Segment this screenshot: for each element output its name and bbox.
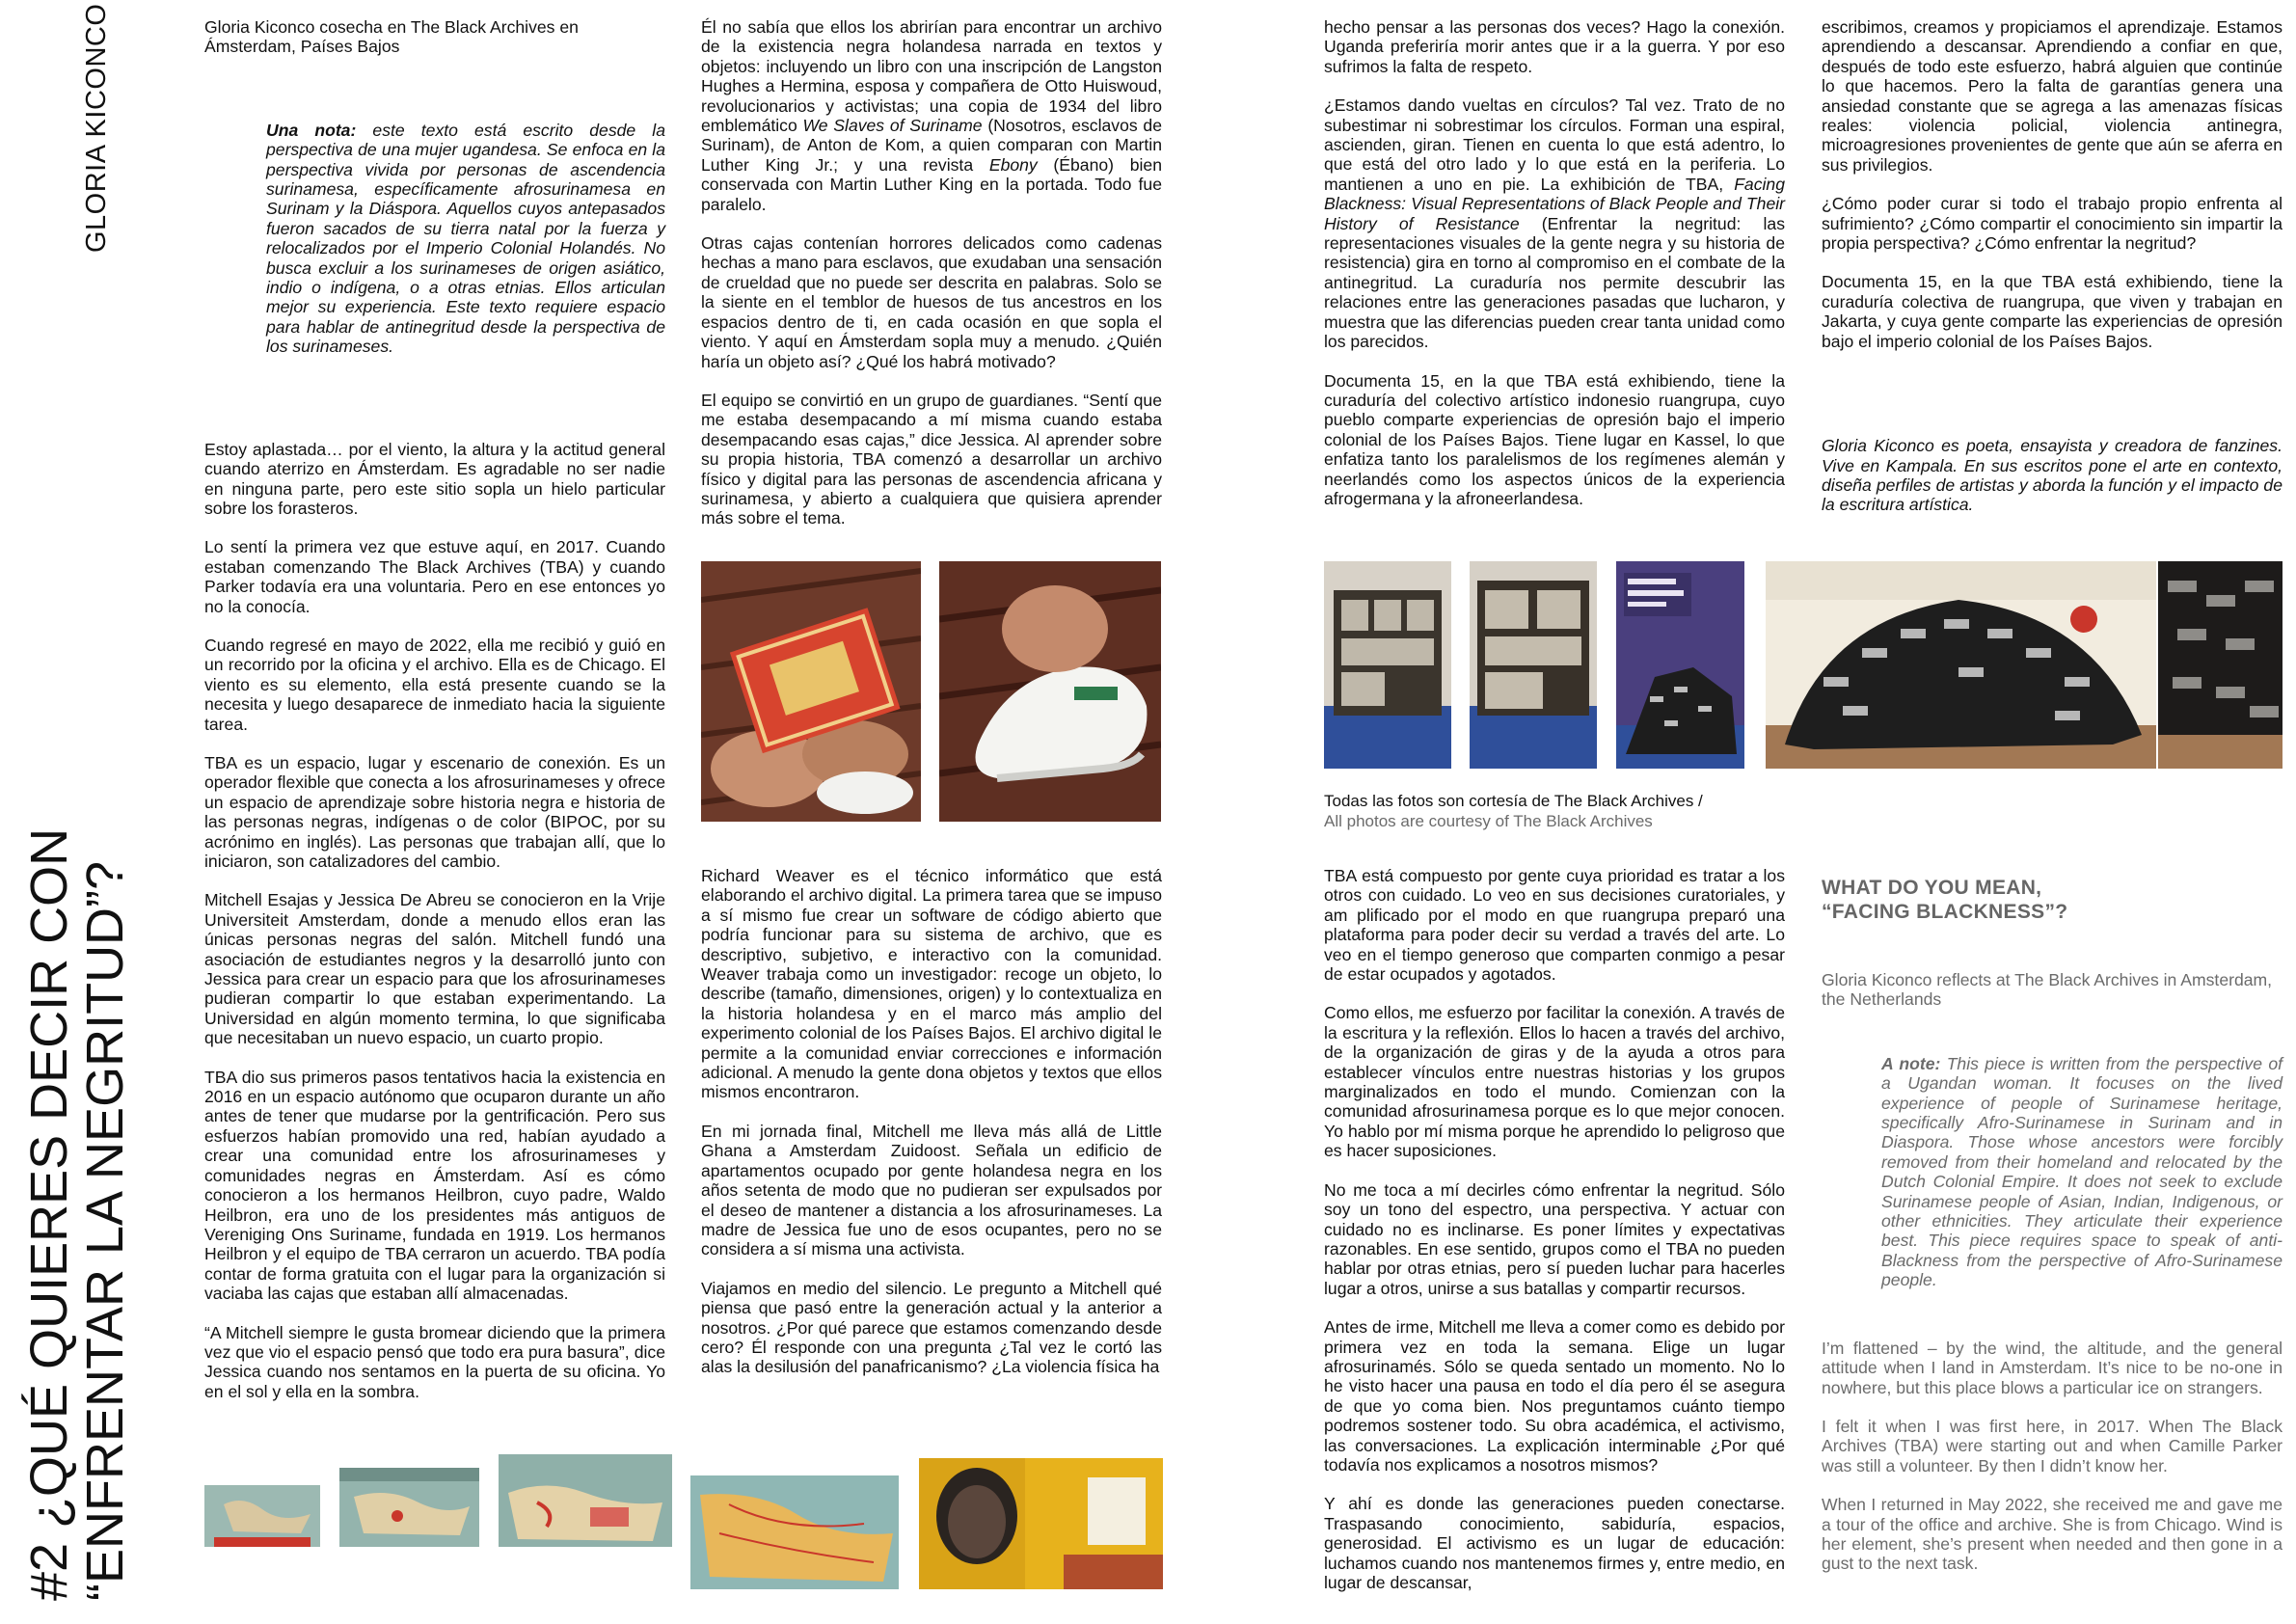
- paragraph: Documenta 15, en la que TBA está exhibiendo, tiene la curaduría colectiva de ruangrupa, que viven y trabajan en Jakarta, y cuya gente comparte las experiencias de opresión bajo el imperio colonial de los Países Bajos.: [1822, 272, 2282, 351]
- vertical-titles: [0, 0, 203, 1624]
- photo-exhibit-4: [1766, 561, 2156, 769]
- photo-map-2: [339, 1468, 479, 1547]
- author-bio: Gloria Kiconco es poeta, ensayista y creadora de fanzines. Vive en Kampala. En sus escritos pone el arte en contexto, diseña perfiles de artistas y aborda la función y el impacto de la escritura artística.: [1822, 436, 2282, 515]
- paragraph: Cuando regresé en mayo de 2022, ella me recibió y guió en un recorrido por la oficina y el archivo. Ella es de Chicago. El viento es su elemento, ella está presente cuando se la necesita y luego desaparece de inmediato hacia la siguiente tarea.: [204, 635, 665, 734]
- note-label: Una nota:: [266, 120, 357, 140]
- paragraph: Como ellos, me esfuerzo por facilitar la conexión. A través de la escritura y la reflexión. Ellos lo hacen a través del archivo, de la organización de giras y de la ayuda a otros para establecer vínculos entre nuestras historias y los grupos marginalizados en todo el mundo. Comienzan con la comunidad afrosurinamesa porque es lo que mejor conocen. Yo hablo por mí misma porque he aprendido lo peligroso que es hacer suposiciones.: [1324, 1003, 1785, 1161]
- note-en-body: This piece is written from the perspective of a Ugandan woman. It focuses on the lived experience of people of Surinamese heritage, specifically Afro-Surinamese in Surinam and in Diaspora. Those whose ancestors were forcibly removed from their homeland and relocated by the Dutch Colonial Empire. It does not seek to exclude Surinamese people of Asian, Indian, Indigenous, or other ethnicities. They articulate their experience best. This piece requires space to speak of anti-Blackness from the perspective of Afro-Surinamese people.: [1881, 1053, 2283, 1290]
- paragraph: Viajamos en medio del silencio. Le pregunto a Mitchell qué piensa que pasó entre la generación actual y la anterior a nosotros. ¿Por qué parece que estamos comenzando desde cero? Él responde con una pregunta ¿Tal vez le cortó las alas la desilusión del panafricanismo? ¿La violencia física ha: [701, 1278, 1162, 1377]
- paragraph: TBA dio sus primeros pasos tentativos hacia la existencia en 2016 en un espacio autónomo que ocuparon durante un año antes de tener que mudarse por la gentrificación. Pero sus esfuerzos habían promovido una red, habían ayudado a crear una comunidad entre los afrosurinameses y comunidades negras en Ámsterdam. Así es cómo conocieron a los hermanos Heilbron, cuyo padre, Waldo Heilbron, era uno de los presidentes más antiguos de Vereniging Ons Suriname, fundada en 1919. Los hermanos Heilbron y el equipo de TBA cerraron un acuerdo. TBA podía contar de forma gratuita con el lugar para la organización si vaciaba las cajas que estaban allí almacenadas.: [204, 1067, 665, 1304]
- headline-line-1: #2 ¿QUÉ QUIERES DECIR CON: [20, 827, 78, 1601]
- caption-en: All photos are courtesy of The Black Archives: [1324, 812, 1653, 830]
- paragraph: TBA es un espacio, lugar y escenario de conexión. Es un operador flexible que conecta a los afrosurinameses y ofrece un espacio de aprendizaje sobre historia negra e historia de las personas negras, indígenas o de color (BIPOC, por su acrónimo en inglés). Las personas que trabajan allí, que lo iniciaron, son catalizadores del cambio.: [204, 752, 665, 871]
- paragraph: TBA está compuesto por gente cuya prioridad es tratar a los otros con cuidado. Lo veo en sus decisiones curatoriales, y am plificado por el modo en que ruangrupa preparó una plataforma para poder decir su verdad a través del arte. Lo veo en el tiempo generoso que comparten conmigo a pesar de estar ocupados y agotados.: [1324, 866, 1785, 985]
- photo-exhibit-5: [2158, 561, 2282, 769]
- photo-caption: [1324, 791, 1903, 831]
- photo-portrait-wall: [919, 1458, 1163, 1589]
- photo-matchbox: [701, 561, 921, 822]
- paragraph: Otras cajas contenían horrores delicados como cadenas hechas a mano para esclavos, que exudaban una sensación de crueldad que no puede ser descrita en palabras. Solo se la siente en el temblor de huesos de tus ancestros en los espacios dentro de ti, en cada ocasión en que sopla el viento. Y aquí en Ámsterdam sopla muy a menudo. ¿Quién haría un objeto así? ¿Qué los habrá motivado?: [701, 233, 1162, 371]
- intro-line: Gloria Kiconco cosecha en The Black Archives en Ámsterdam, Países Bajos: [204, 17, 579, 57]
- paragraph: Richard Weaver es el técnico informático que está elaborando el archivo digital. La primera tarea que se impuso a sí mismo fue crear un software de código abierto que podría funcionar para su sistema de archivo, que es descriptivo, subjetivo, e interactivo con la comunidad. Weaver trabaja como un investigador: recoge un objeto, lo describe (tamaño, dimensiones, origen) y lo contextualiza en la historia holandesa y en el marco más amplio del experimento colonial de los Países Bajos. El archivo digital le permite a la comunidad enviar correcciones e información adicional. A menudo la gente dona objetos y textos que ellos mismos encontraron.: [701, 866, 1162, 1102]
- note-en: [1881, 1054, 2282, 1290]
- author-vertical: GLORIA KICONCO: [81, 3, 112, 253]
- headline-line-2: “ENFRENTAR LA NEGRITUD”?: [76, 860, 134, 1601]
- paragraph: ¿Cómo poder curar si todo el trabajo propio enfrenta al sufrimiento? ¿Cómo compartir el conocimiento sin impartir la propia perspectiva? ¿Cómo enfrentar la negritud?: [1822, 194, 2282, 254]
- note-en-label: A note:: [1881, 1053, 1941, 1073]
- paragraph: El equipo se convirtió en un grupo de guardianes. “Sentí que me estaba desempacando a mí misma cuando estaba desempacando esas cajas,” dice Jessica. Al aprender sobre su propia historia, TBA comenzó a desarrollar un archivo físico y digital para las personas de ascendencia africana y surinamesa, y abierto a cualquiera que quisiera aprender más sobre el tema.: [701, 390, 1162, 528]
- photo-exhibit-2: [1470, 561, 1597, 769]
- paragraph: I’m flattened – by the wind, the altitude, and the general attitude when I land in Amsterdam. It’s nice to be no-one in nowhere, but this place blows a particular ice on strangers.: [1822, 1338, 2282, 1397]
- english-intro: Gloria Kiconco reflects at The Black Archives in Amsterdam, the Netherlands: [1822, 970, 2273, 1010]
- column-1: [204, 17, 665, 1421]
- column-4-english: [1822, 876, 2282, 1593]
- paragraph: Él no sabía que ellos los abrirían para encontrar un archivo de la existencia negra holandesa narrada en textos y objetos: incluyendo un libro con una inscripción de Langston Hughes a Hermina, esposa y compañera de Otto Huiswoud, revolucionarios y activistas; una copia de 1934 del libro emblemático We Slaves of Suriname (Nosotros, esclavos de Surinam), de Anton de Kom, a quien comparan con Martin Luther King Jr.; y una revista Ebony (Ébano) bien conservada con Martin Luther King en la portada. Todo fue paralelo.: [701, 17, 1163, 214]
- english-title: WHAT DO YOU MEAN, “FACING BLACKNESS”?: [1822, 877, 2068, 923]
- column-3: [1324, 17, 1785, 528]
- paragraph: hecho pensar a las personas dos veces? Hago la conexión. Uganda preferiría morir antes que ir a la guerra. Y por eso sufrimos la falta de respeto.: [1324, 17, 1785, 76]
- column-3-lower: [1324, 866, 1785, 1611]
- photo-sneaker: [939, 561, 1161, 822]
- paragraph: Antes de irme, Mitchell me lleva a comer como es debido por primera vez en toda la semana. Elige un lugar afrosurinamés. Sólo se queda sentado un momento. No lo he visto hacer una pausa en todo el día pero él se asegura de que yo coma bien. Nos preguntamos cuánto tiempo podremos sostener todo. Su obra académica, el activismo, las conversaciones. La explicación interminable ¿Por qué todavía nos explicamos a nosotros mismos?: [1324, 1317, 1785, 1475]
- column-2: [701, 17, 1162, 548]
- caption-es: Todas las fotos son cortesía de The Black Archives /: [1324, 792, 1703, 810]
- photo-map-1: [204, 1485, 320, 1547]
- paragraph: Y ahí es donde las generaciones pueden conectarse. Traspasando conocimiento, sabiduría, espacios, generosidad. El activismo es un lugar de educación: luchamos cuando nos mantenemos firmes y, entre medio, en lugar de descansar,: [1324, 1494, 1785, 1592]
- paragraph: “A Mitchell siempre le gusta bromear diciendo que la primera vez que vio el espacio pensó que todo era pura basura”, dice Jessica cuando nos sentamos en la puerta de su oficina. Yo en el sol y ella en la sombra.: [204, 1322, 665, 1401]
- column-4: [1822, 17, 2282, 534]
- paragraph: En mi jornada final, Mitchell me lleva más allá de Little Ghana a Amsterdam Zuidoost. Señala un edificio de apartamentos ocupado por gente holandesa negra en los años setenta de modo que no pudieran ser expulsados por el deseo de mantener a distancia a los afrosurinameses. La madre de Jessica fue uno de esos ocupantes, pero no se considera a sí misma una activista.: [701, 1121, 1162, 1259]
- photo-map-3: [499, 1454, 672, 1547]
- paragraph: Estoy aplastada… por el viento, la altura y la actitud general cuando aterrizo en Ámsterdam. Es agradable no ser nadie en ninguna parte, pero este sitio sopla un hielo particular sobre los forasteros.: [204, 439, 665, 518]
- note-es: [266, 121, 665, 357]
- paragraph: No me toca a mí decirles cómo enfrentar la negritud. Sólo soy un tono del espectro, una perspectiva. Y actuar con cuidado no es inclinarse. Es poner límites y expectativas razonables. En ese sentido, grupos como el TBA no pueden hablar por otras etnias, pero sí pueden luchar para hacerles lugar a otros, unirse a sus batallas y compartir recursos.: [1324, 1179, 1785, 1298]
- paragraph: ¿Estamos dando vueltas en círculos? Tal vez. Trato de no subestimar ni sobrestimar los círculos. Forman una espiral, ascienden, giran. Tienen en cuenta lo que está adentro, lo que está del otro lado y lo que está en la periferia. Lo mantienen a uno en pie. La exhibición de TBA, Facing Blackness: Visual Representations of Black People and Their History of Resistance (Enfrentar la negritud: las representaciones visuales de la gente negra y su historia de resistencia) gira en torno al compromiso en el combate de la antinegritud. La curaduría nos permite descubrir las relaciones entre las generaciones pasadas que lucharon, y muestra que las diferencias pueden crear tanta unidad como los parecidos.: [1324, 95, 1785, 352]
- photo-map-4: [690, 1475, 899, 1589]
- photo-exhibit-3: [1616, 561, 1744, 769]
- paragraph: Mitchell Esajas y Jessica De Abreu se conocieron en la Vrije Universiteit Amsterdam, donde a menudo ellos eran las únicas personas negras del salón. Mitchell fundó una asociación de estudiantes negros y la desarrolló junto con Jessica para crear un espacio para que los afrosurinameses pudieran compartir lo que estaban experimentando. La Universidad en algún momento termina, lo que significaba que necesitaban un nuevo espacio, un cuarto propio.: [204, 890, 665, 1048]
- paragraph: Documenta 15, en la que TBA está exhibiendo, tiene la curaduría del colectivo artístico indonesio ruangrupa, cuyo pueblo comparte experiencias de opresión bajo el imperio colonial de los Países Bajos. Tiene lugar en Kassel, lo que enfatiza tanto los paralelismos de los regímenes alemán y neerlandés como los aspectos únicos de la experiencia afrogermana y la afroneerlandesa.: [1324, 370, 1785, 508]
- paragraph: escribimos, creamos y propiciamos el aprendizaje. Estamos aprendiendo a descansar. Aprendiendo a confiar en que, después de todo este esfuerzo, habrá alguien que continúe lo que hacemos. Pero la falta de garantías genera una ansiedad constante que se agrega a las amenazas físicas reales: violencia policial, violencia antinegra, microagresiones provenientes de gente que aún se aferra en sus privilegios.: [1822, 17, 2282, 175]
- paragraph: Lo sentí la primera vez que estuve aquí, en 2017. Cuando estaban comenzando The Black Archives (TBA) y cuando Parker todavía era una voluntaria. Pero en ese entonces yo no la conocía.: [204, 537, 665, 616]
- paragraph: I felt it when I was first here, in 2017. When The Black Archives (TBA) were starting out and when Camille Parker was still a volunteer. By then I didn’t know her.: [1822, 1416, 2282, 1475]
- headline-vertical: [21, 828, 133, 1601]
- photo-exhibit-1: [1324, 561, 1451, 769]
- column-2-lower: [701, 866, 1162, 1396]
- note-body: este texto está escrito desde la perspectiva de una mujer ugandesa. Se enfoca en la perspectiva vivida por personas de ascendencia surinamesa, específicamente afrosurinamesa en Surinam y la Diáspora. Aquellos cuyos antepasados fueron sacados de su tierra natal por la fuerza y relocalizados por el Imperio Colonial Holandés. No busca excluir a los surinameses de origen asiático, indio o indígena, o a otras etnias. Ellos articulan mejor su experiencia. Este texto requiere espacio para hablar de antinegritud desde la perspectiva de los surinameses.: [266, 120, 665, 357]
- paragraph: When I returned in May 2022, she received me and gave me a tour of the office and archive. She is from Chicago. Wind is her element, she’s present when needed and then gone in a gust to the next task.: [1822, 1495, 2282, 1574]
